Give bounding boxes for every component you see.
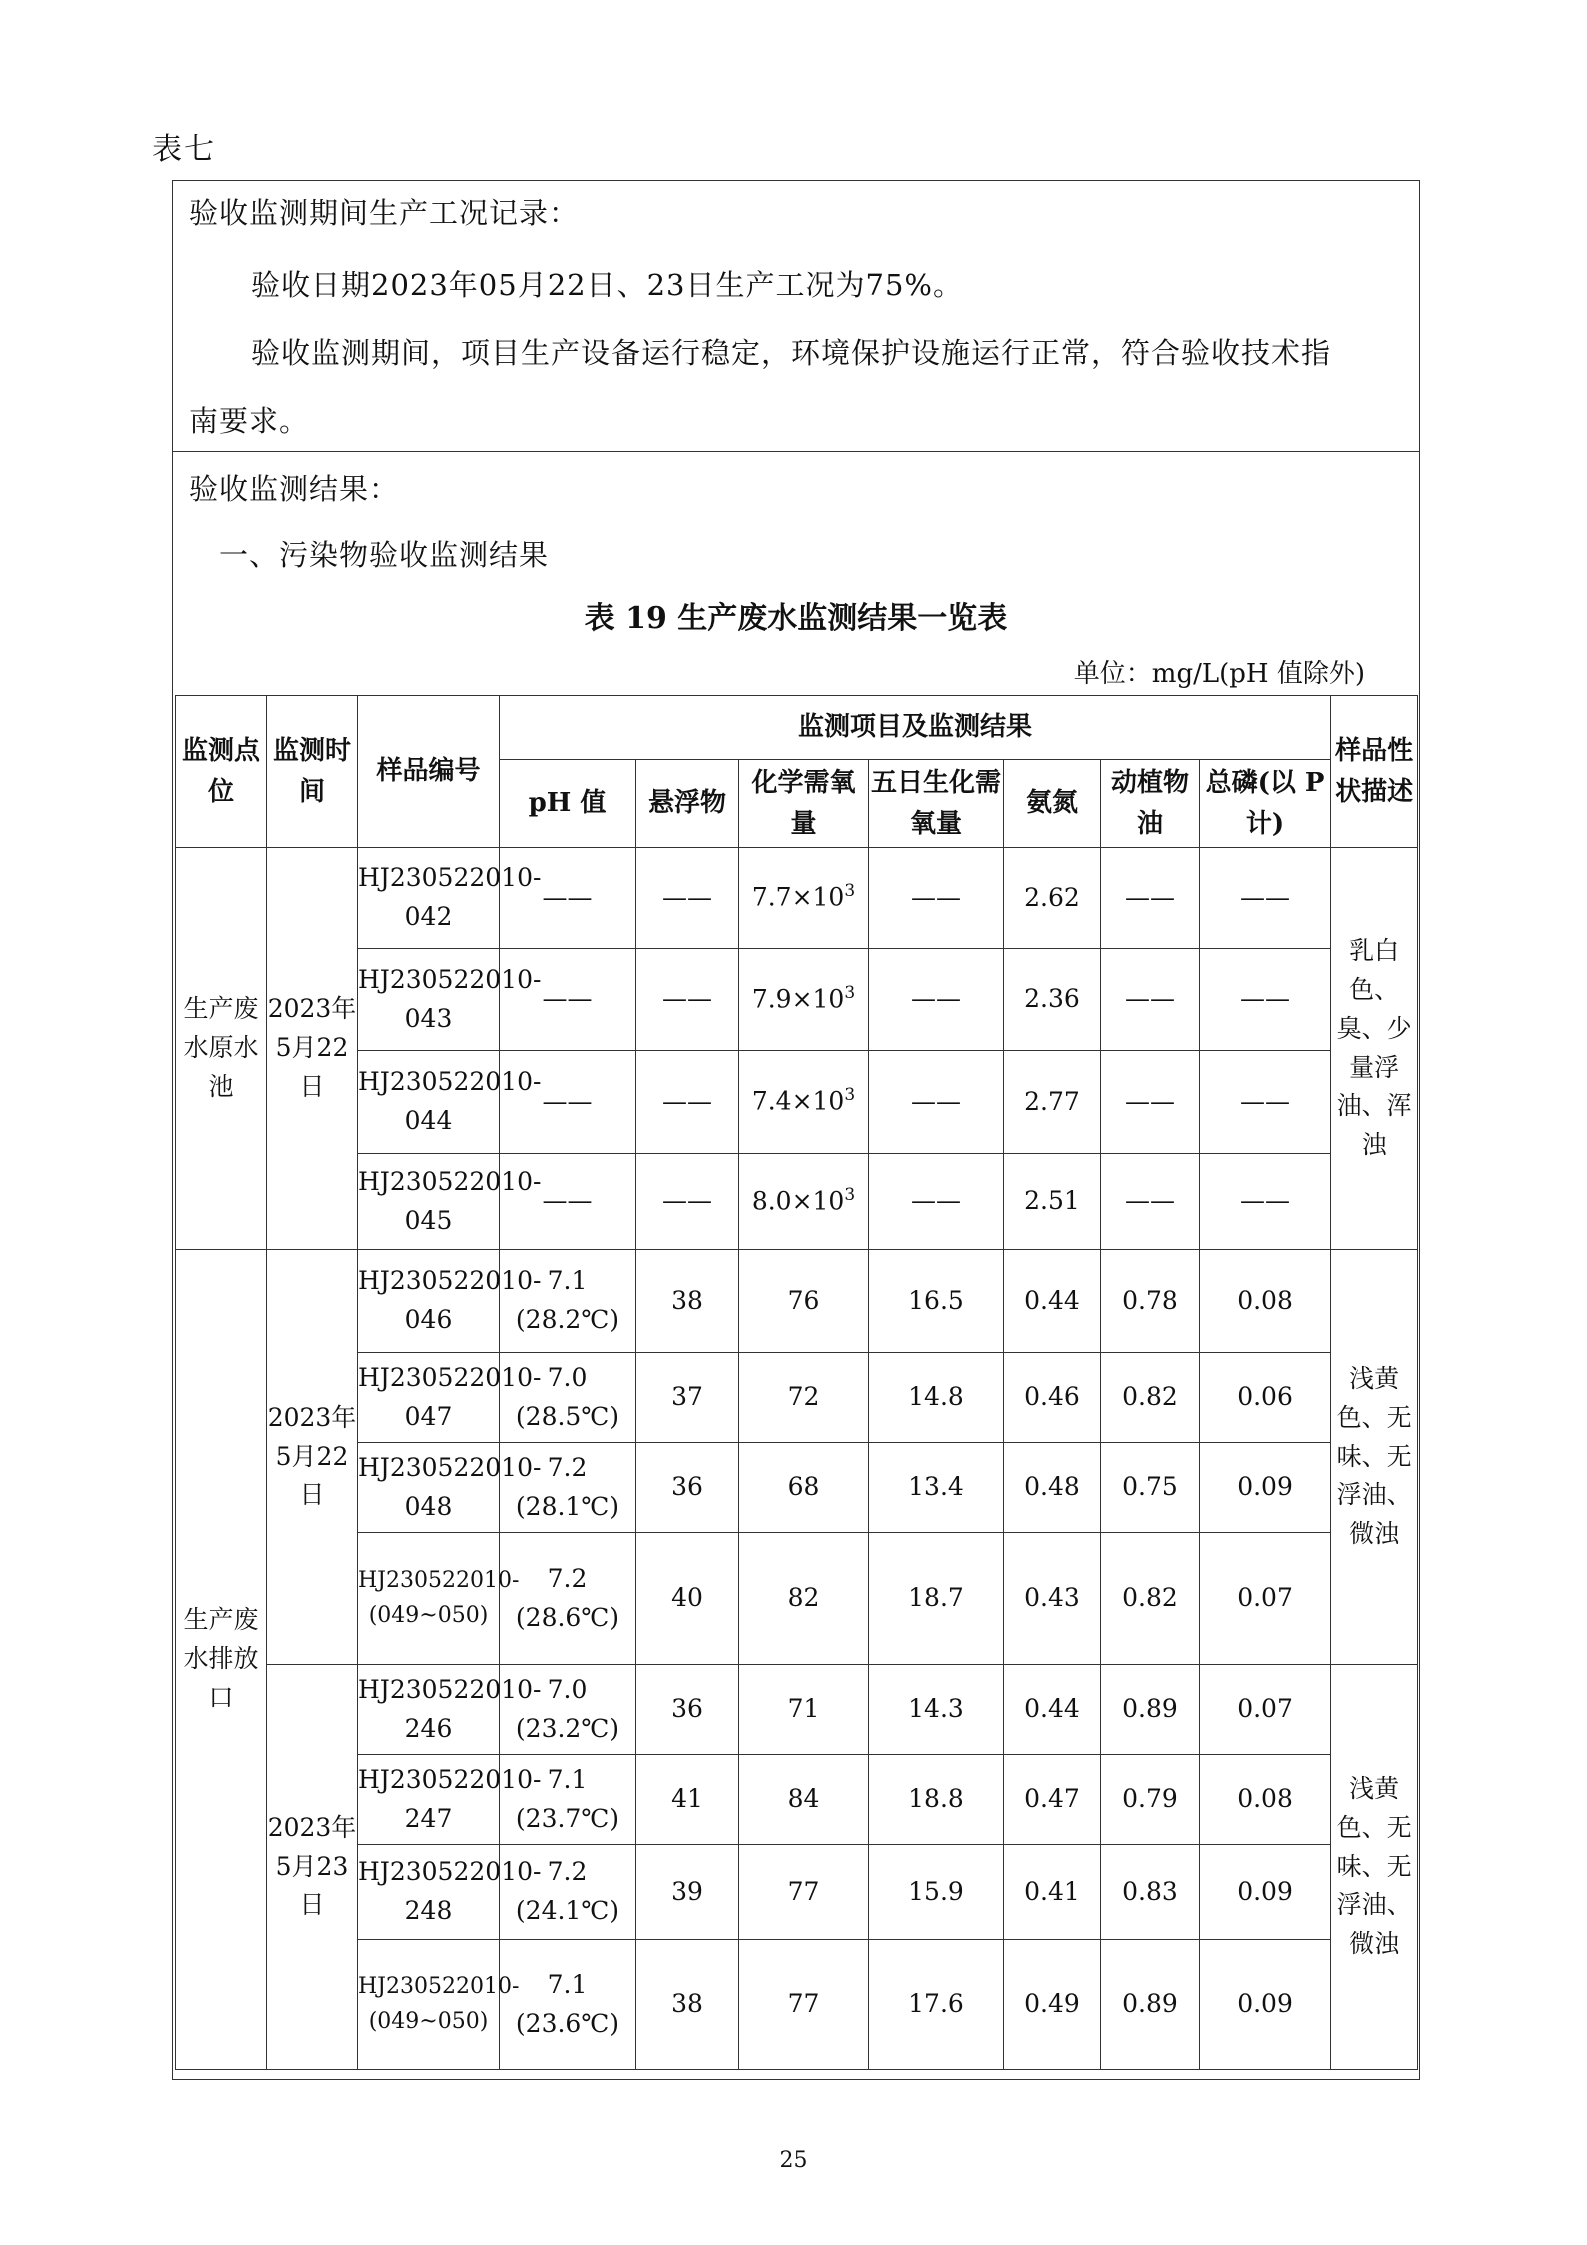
cell-bod: 16.5: [869, 1250, 1004, 1353]
ph-temp: (23.7℃): [515, 1803, 620, 1833]
record-line-2: 验收监测期间，项目生产设备运行稳定，环境保护设施运行正常，符合验收技术指: [251, 336, 1332, 370]
cell-oil: 0.89: [1101, 1665, 1200, 1755]
cell-nh3: 0.47: [1004, 1755, 1101, 1845]
cell-oil: 0.82: [1101, 1353, 1200, 1443]
cell-tp: 0.09: [1200, 1443, 1331, 1533]
cell-sample: HJ230522010-048: [358, 1443, 500, 1533]
cell-tp: 0.07: [1200, 1665, 1331, 1755]
table-row: [176, 1533, 1418, 1665]
table-row: [176, 1665, 1418, 1755]
cell-nh3: 2.36: [1004, 949, 1101, 1051]
cell-ss: 39: [636, 1845, 739, 1940]
header-time: 监测时间: [267, 696, 358, 848]
cell-bod: 18.8: [869, 1755, 1004, 1845]
ph-temp: (24.1℃): [515, 1896, 620, 1925]
cell-tp: 0.08: [1200, 1755, 1331, 1845]
table-row: [176, 1154, 1418, 1250]
cell-ss: ——: [636, 949, 739, 1051]
cell-cod: 84: [739, 1755, 869, 1845]
cell-oil: 0.75: [1101, 1443, 1200, 1533]
header-point: 监测点位: [176, 696, 267, 848]
ph-value: 7.1: [547, 1764, 588, 1794]
cell-bod: ——: [869, 949, 1004, 1051]
header-ph: pH 值: [500, 760, 636, 848]
cell-tp: 0.07: [1200, 1533, 1331, 1665]
cell-nh3: 0.41: [1004, 1845, 1101, 1940]
ph-temp: (23.2℃): [515, 1713, 620, 1743]
header-nh3: 氨氮: [1004, 760, 1101, 848]
table-row: [176, 1443, 1418, 1533]
cell-ph: [500, 1533, 636, 1665]
cell-ss: 38: [636, 1250, 739, 1353]
cod-exponent: 3: [844, 881, 856, 902]
cod-base: 7.9×10: [751, 984, 845, 1014]
ph-temp: (23.6℃): [515, 2008, 620, 2038]
cod-base: 7.7×10: [751, 882, 845, 912]
cell-tp: ——: [1200, 1154, 1331, 1250]
ph-value: 7.2: [547, 1563, 588, 1593]
ph-value: 7.1: [547, 1969, 588, 1999]
cell-bod: ——: [869, 1051, 1004, 1154]
cell-nh3: 0.46: [1004, 1353, 1101, 1443]
table-row: [176, 1940, 1418, 2070]
cell-cod: 68: [739, 1443, 869, 1533]
cell-oil: ——: [1101, 1051, 1200, 1154]
cell-ss: 38: [636, 1940, 739, 2070]
table-row: [176, 1755, 1418, 1845]
header-desc: 样品性状描述: [1331, 696, 1418, 848]
ph-temp: (28.5℃): [515, 1401, 620, 1431]
cell-ss: ——: [636, 1051, 739, 1154]
cell-oil: 0.79: [1101, 1755, 1200, 1845]
cell-sample: HJ230522010-046: [358, 1250, 500, 1353]
cell-bod: ——: [869, 848, 1004, 949]
cell-ss: ——: [636, 1154, 739, 1250]
cell-cod: [739, 848, 869, 949]
ph-temp: (28.1℃): [515, 1491, 620, 1521]
cell-tp: 0.09: [1200, 1940, 1331, 2070]
cell-oil: ——: [1101, 949, 1200, 1051]
table-row: [176, 1051, 1418, 1154]
cell-sample: HJ230522010-248: [358, 1845, 500, 1940]
cell-oil: ——: [1101, 848, 1200, 949]
cell-bod: 15.9: [869, 1845, 1004, 1940]
ph-value: 7.2: [547, 1452, 588, 1482]
cell-ss: 37: [636, 1353, 739, 1443]
page-number: 25: [779, 2148, 808, 2173]
cell-sample: HJ230522010-247: [358, 1755, 500, 1845]
cell-time: 2023年5月22日: [267, 848, 358, 1250]
header-sample-no: 样品编号: [358, 696, 500, 848]
cell-tp: ——: [1200, 1051, 1331, 1154]
cell-cod: [739, 1154, 869, 1250]
cell-nh3: 0.48: [1004, 1443, 1101, 1533]
results-sub-heading: 一、污染物验收监测结果: [219, 538, 550, 572]
cell-nh3: 2.51: [1004, 1154, 1101, 1250]
cell-ss: 41: [636, 1755, 739, 1845]
header-bod: 五日生化需氧量: [869, 760, 1004, 848]
cell-bod: 17.6: [869, 1940, 1004, 2070]
cell-cod: 71: [739, 1665, 869, 1755]
cod-exponent: 3: [844, 1184, 856, 1205]
cell-cod: [739, 949, 869, 1051]
cell-bod: 13.4: [869, 1443, 1004, 1533]
cod-base: 7.4×10: [751, 1086, 845, 1116]
cell-tp: 0.06: [1200, 1353, 1331, 1443]
cell-ss: ——: [636, 848, 739, 949]
cell-tp: 0.08: [1200, 1250, 1331, 1353]
cell-sample: HJ230522010-(049~050): [358, 1533, 500, 1665]
cell-time: 2023年5月22日: [267, 1250, 358, 1665]
cell-oil: ——: [1101, 1154, 1200, 1250]
cell-nh3: 0.44: [1004, 1250, 1101, 1353]
cell-ph: [500, 1940, 636, 2070]
cell-tp: ——: [1200, 949, 1331, 1051]
cell-ph: ——: [500, 1051, 636, 1154]
record-line-1: 验收日期2023年05月22日、23日生产工况为75%。: [251, 268, 963, 302]
header-ss: 悬浮物: [636, 760, 739, 848]
cell-tp: ——: [1200, 848, 1331, 949]
cell-time: 2023年5月23日: [267, 1665, 358, 2070]
header-oil: 动植物油: [1101, 760, 1200, 848]
cod-base: 8.0×10: [751, 1186, 845, 1216]
results-frame: [172, 180, 1420, 2080]
table-unit: 单位：mg/L(pH 值除外): [1073, 659, 1365, 689]
cell-cod: [739, 1051, 869, 1154]
table-row: [176, 1250, 1418, 1353]
cell-sample: HJ230522010-045: [358, 1154, 500, 1250]
cell-nh3: 2.62: [1004, 848, 1101, 949]
cell-point: 生产废水原水池: [176, 848, 267, 1250]
cell-ph: ——: [500, 1154, 636, 1250]
cell-ph: [500, 1250, 636, 1353]
cell-sample: HJ230522010-(049~050): [358, 1940, 500, 2070]
cell-ss: 36: [636, 1665, 739, 1755]
table-caption: 表 19 生产废水监测结果一览表: [584, 601, 1008, 636]
header-items-group: 监测项目及监测结果: [500, 696, 1331, 760]
cell-oil: 0.78: [1101, 1250, 1200, 1353]
table-row: [176, 1845, 1418, 1940]
ph-value: 7.1: [547, 1266, 588, 1296]
section-title: 表七: [152, 132, 216, 167]
cell-desc: 乳白色、臭、少量浮油、浑浊: [1331, 848, 1418, 1250]
cell-nh3: 0.49: [1004, 1940, 1101, 2070]
cell-bod: 18.7: [869, 1533, 1004, 1665]
cod-exponent: 3: [844, 982, 856, 1003]
cell-bod: 14.8: [869, 1353, 1004, 1443]
table-row: [176, 949, 1418, 1051]
cell-oil: 0.82: [1101, 1533, 1200, 1665]
cell-desc: 浅黄色、无味、无浮油、微浊: [1331, 1665, 1418, 2070]
cell-sample: HJ230522010-246: [358, 1665, 500, 1755]
record-heading: 验收监测期间生产工况记录：: [189, 196, 580, 230]
cell-desc: 浅黄色、无味、无浮油、微浊: [1331, 1250, 1418, 1665]
cell-ss: 36: [636, 1443, 739, 1533]
ph-value: 7.0: [547, 1362, 588, 1392]
cell-cod: 82: [739, 1533, 869, 1665]
cell-sample: HJ230522010-047: [358, 1353, 500, 1443]
cell-point: 生产废水排放口: [176, 1250, 267, 2070]
record-line-3: 南要求。: [189, 404, 310, 438]
ph-value: 7.0: [547, 1674, 588, 1704]
section-divider: [173, 451, 1419, 452]
cell-bod: 14.3: [869, 1665, 1004, 1755]
cell-cod: 72: [739, 1353, 869, 1443]
cod-exponent: 3: [844, 1085, 856, 1106]
table-row: [176, 1353, 1418, 1443]
ph-value: 7.2: [547, 1857, 588, 1887]
cell-ph: ——: [500, 848, 636, 949]
header-cod: 化学需氧量: [739, 760, 869, 848]
cell-cod: 76: [739, 1250, 869, 1353]
table-row: [176, 848, 1418, 949]
cell-cod: 77: [739, 1845, 869, 1940]
cell-ph: ——: [500, 949, 636, 1051]
cell-ss: 40: [636, 1533, 739, 1665]
cell-nh3: 0.43: [1004, 1533, 1101, 1665]
cell-cod: 77: [739, 1940, 869, 2070]
cell-oil: 0.83: [1101, 1845, 1200, 1940]
wastewater-results-table: [175, 695, 1418, 2070]
cell-sample: HJ230522010-043: [358, 949, 500, 1051]
cell-nh3: 2.77: [1004, 1051, 1101, 1154]
cell-tp: 0.09: [1200, 1845, 1331, 1940]
cell-bod: ——: [869, 1154, 1004, 1250]
results-heading: 验收监测结果：: [189, 472, 400, 506]
header-tp: 总磷(以 P 计): [1200, 760, 1331, 848]
cell-nh3: 0.44: [1004, 1665, 1101, 1755]
cell-sample: HJ230522010-042: [358, 848, 500, 949]
cell-oil: 0.89: [1101, 1940, 1200, 2070]
cell-sample: HJ230522010-044: [358, 1051, 500, 1154]
ph-temp: (28.2℃): [515, 1305, 620, 1334]
ph-temp: (28.6℃): [515, 1602, 620, 1632]
